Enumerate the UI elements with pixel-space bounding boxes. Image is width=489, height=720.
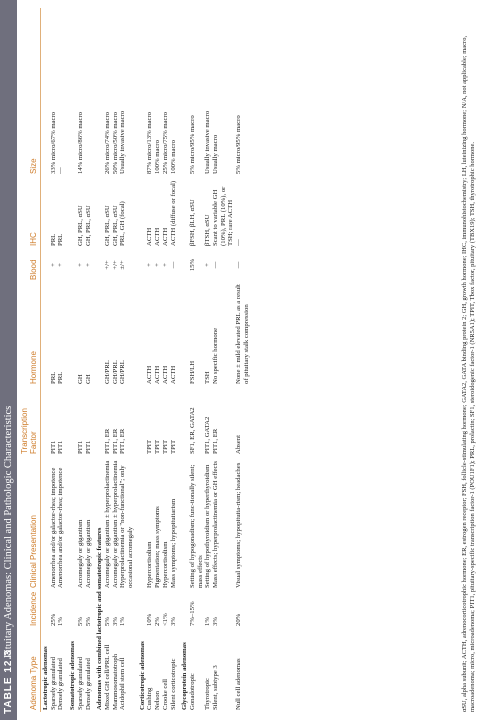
cell-hormone: GH/PRL — [111, 360, 119, 384]
group-header-row — [41, 8, 50, 712]
cell-ihc: βTSH, αSU — [204, 214, 212, 246]
cell-transcription-factor: PIT1 — [84, 440, 92, 454]
cell-presentation: Acromegaly or gigantism — [84, 519, 92, 588]
cell-blood: 15% — [188, 258, 196, 272]
cell-type: Acidophil stem cell — [119, 657, 127, 710]
cell-ihc: PRL — [49, 233, 57, 246]
cell-blood: + — [161, 263, 169, 267]
header-row — [19, 8, 41, 712]
table-row — [119, 8, 134, 712]
cell-hormone: None ± mild elevated PRL as a result of pituitary stalk compression — [235, 284, 250, 384]
cell-ihc: — — [235, 239, 243, 246]
cell-size: 33% micro/67% macro — [49, 111, 57, 174]
table-body — [41, 8, 251, 712]
cell-size: 100% macro — [169, 140, 177, 174]
cell-transcription-factor: PIT1 — [57, 440, 65, 454]
cell-type: Densely granulated — [57, 658, 65, 710]
cell-hormone: ACTH — [169, 365, 177, 384]
table-row — [146, 8, 154, 712]
cell-blood: + — [76, 263, 84, 267]
cell-ihc: GH, PRL, αSU — [84, 205, 92, 246]
header-blood: Blood — [19, 248, 41, 282]
cell-incidence: 1% — [204, 617, 212, 626]
cell-hormone: GH — [76, 374, 84, 384]
cell-type: Mixed GH cell/PRL cell — [103, 644, 111, 710]
cell-type: Crooke cell — [161, 678, 169, 710]
cell-size: 100% macro — [154, 140, 162, 174]
cell-blood: — — [212, 261, 220, 269]
table-row — [212, 8, 235, 712]
cell-incidence: 25% — [49, 613, 57, 626]
adenoma-table — [19, 8, 251, 712]
group-name: Somatotropic adenomas — [69, 641, 77, 710]
cell-transcription-factor: TPIT — [169, 439, 177, 454]
cell-ihc: ACTH — [161, 227, 169, 246]
cell-presentation: Amenorrhea and/or galactor-rhea; impotence — [57, 467, 65, 588]
cell-incidence: 20% — [235, 613, 243, 626]
group-name: Corticotropic adenomas — [138, 641, 146, 710]
table-title-bar — [0, 0, 17, 720]
table-row — [85, 8, 93, 712]
group-name: Lactotropic adenomas — [42, 646, 49, 710]
cell-hormone: ACTH — [154, 365, 162, 384]
cell-transcription-factor: PIT1, ER — [103, 428, 111, 454]
cell-transcription-factor: PIT1, ER — [119, 428, 127, 454]
cell-incidence: 5% — [76, 617, 84, 626]
cell-hormone: TSH — [204, 371, 212, 384]
group-name: Glycoprotein adenomas — [181, 642, 189, 710]
header-clinical-presentation: Clinical Presentation — [19, 456, 41, 590]
cell-incidence: 3% — [212, 617, 220, 626]
cell-presentation: Acromegaly or gigantism — [76, 519, 84, 588]
cell-size: Usually invasive macro — [119, 110, 127, 174]
cell-hormone: GH/PRL — [119, 360, 127, 384]
cell-size: 5% micro/95% macro — [235, 115, 243, 174]
table-number: TABLE 12.3 — [3, 649, 14, 714]
cell-hormone: PRL — [49, 371, 57, 384]
cell-type: Silent corticotropic — [169, 658, 177, 710]
cell-presentation: Acromegaly or gigantism ± hyperprolactinemia — [103, 460, 111, 588]
group-header-row — [180, 8, 189, 712]
cell-size — [85, 8, 93, 176]
cell-incidence: 10% — [146, 613, 154, 626]
cell-hormone: GH — [84, 374, 92, 384]
cell-size: — — [57, 167, 65, 174]
cell-incidence: 3% — [169, 617, 177, 626]
cell-ihc: βFSH, βLH, αSU — [188, 199, 196, 246]
cell-transcription-factor: PIT1, ER — [111, 428, 119, 454]
table-footnote: αSU, alpha subunit; ACTH, adrenocorticotrophic hormone; ER, estrogen receptor; FSH, follicle-stimulating hormone; GATA2, GATA binding protein 2; GH, growth hormone; IHC, immunohistochemistry; LH, luteinizing hormone; N/A, not applicable; macro, macroadenoma; micro, microadenoma; PIT1, pituitary-specific transcription factor-1 (POU1F1); PRL, prolactin; SF1, steroidogenic factor-1 (NR5A1); TPIT, Tbox factor, pituitary (TBX19); TSH, thyrotrophic hormone. — [461, 35, 476, 712]
cell-ihc: ACTH — [146, 227, 154, 246]
cell-presentation: Visual symptoms; hypopituita-rism; headaches — [235, 462, 243, 588]
table-row — [154, 8, 162, 712]
header-incidence: Incidence — [19, 590, 41, 628]
cell-size: 26% micro/74% macro — [103, 111, 111, 174]
cell-ihc: GH, PRL, αSU — [111, 205, 119, 246]
cell-blood: +/+ — [111, 260, 119, 270]
cell-presentation: Amenorrhea and/or galactor-rhea; impotence — [49, 467, 57, 588]
cell-transcription-factor: PIT1 — [49, 440, 57, 454]
cell-ihc: GH, PRL, αSU — [76, 205, 84, 246]
cell-ihc: ACTH — [154, 227, 162, 246]
cell-type: Nelson — [154, 691, 162, 710]
header-transcription-factor: Transcription Factor — [19, 386, 41, 456]
cell-size: Usually invasive macro — [204, 110, 212, 174]
group-header-row — [95, 8, 104, 712]
cell-transcription-factor: PIT1, ER — [212, 428, 220, 454]
group-header-row — [68, 8, 77, 712]
table-row — [189, 8, 204, 712]
cell-ihc: PRL — [57, 233, 65, 246]
header-adenoma-type: Adenoma Type — [19, 628, 41, 712]
table-title: Pituitary Adenomas: Clinical and Pathologic Characteristics — [3, 405, 14, 658]
cell-presentation: Hypercortisolism — [146, 541, 154, 588]
cell-blood: — — [235, 261, 243, 269]
cell-blood: ±/+ — [119, 260, 127, 270]
cell-incidence: 5% — [84, 617, 92, 626]
cell-size: 14% micro/86% macro — [76, 111, 84, 174]
cell-hormone: No specific hormone — [212, 327, 220, 384]
cell-presentation: Mass symptoms; hypopituitarism — [169, 498, 177, 588]
header-hormone: Hormone — [19, 282, 41, 386]
cell-transcription-factor: TPIT — [146, 439, 154, 454]
table-row — [170, 8, 178, 712]
cell-hormone: GH/PRL — [103, 360, 111, 384]
cell-hormone: PRL — [57, 371, 65, 384]
cell-presentation: Setting of hypogonadism; func-tionally silent; mass effects — [188, 464, 204, 588]
table-row — [112, 8, 120, 712]
cell-type: Gonadotropic — [188, 673, 196, 710]
cell-presentation: Acromegaly or gigantism ± hyperprolactinemia — [111, 460, 119, 588]
cell-blood: + — [57, 263, 65, 267]
cell-blood: + — [154, 263, 162, 267]
cell-type: Sparsely granulated — [49, 657, 57, 710]
table-row — [235, 8, 250, 712]
cell-transcription-factor: SF1, ER, GATA2 — [188, 407, 196, 454]
cell-size: 5% micro/95% macro — [188, 115, 196, 174]
cell-type: Silent, subtype 3 — [212, 665, 220, 710]
cell-blood: + — [204, 263, 212, 267]
cell-transcription-factor: Absent — [235, 435, 243, 454]
cell-ihc: ACTH (diffuse or focal) — [169, 180, 177, 246]
cell-ihc: Scant to variable GH (10%), PRL (10%), or TSH; rare ACTH — [212, 186, 235, 246]
cell-hormone: FSH/LH — [188, 360, 196, 384]
cell-incidence: 1% — [57, 617, 65, 626]
header-ihc: IHC — [19, 176, 41, 248]
cell-presentation: Pigmentation; mass symptoms — [154, 506, 162, 588]
table-row — [77, 8, 85, 712]
header-size: Size — [19, 8, 41, 176]
cell-blood: +/+ — [103, 260, 111, 270]
cell-blood: + — [146, 263, 154, 267]
cell-incidence: 3% — [111, 617, 119, 626]
cell-ihc: PRL, GH (focal) — [119, 201, 127, 246]
cell-incidence: 5% — [103, 617, 111, 626]
cell-incidence: <1% — [161, 613, 169, 626]
cell-size: 50% micro/50% macro — [111, 111, 119, 174]
cell-size: Usually macro — [212, 134, 220, 174]
cell-type: Thyrotropic — [204, 678, 212, 710]
table-row — [104, 8, 112, 712]
cell-size: 87% micro/13% macro — [146, 111, 154, 174]
cell-type: Cushing — [146, 687, 154, 710]
cell-type: Null cell adenomas — [235, 658, 243, 710]
table-row — [204, 8, 212, 712]
cell-hormone: ACTH — [146, 365, 154, 384]
table-row — [57, 8, 65, 712]
cell-presentation: Hyperprolactinemia or "non-functional"; only occasional acromegaly — [119, 465, 135, 588]
cell-blood: + — [84, 263, 92, 267]
cell-incidence: 1% — [119, 617, 127, 626]
cell-blood: — — [169, 261, 177, 269]
cell-transcription-factor: TPIT — [161, 439, 169, 454]
cell-incidence: 7%–15% — [188, 601, 196, 626]
group-header-row — [138, 8, 147, 712]
cell-type: Sparsely granulated — [76, 657, 84, 710]
cell-hormone: ACTH — [161, 365, 169, 384]
cell-incidence: 2% — [154, 617, 162, 626]
table-row — [162, 8, 170, 712]
cell-blood: + — [49, 263, 57, 267]
cell-presentation: Hypercortisolism — [161, 541, 169, 588]
cell-type: Mammosomatotroph — [111, 653, 119, 710]
cell-transcription-factor: PIT1 — [76, 440, 84, 454]
cell-presentation: Setting of hypothyroidism or hyperthyroidism — [204, 464, 212, 588]
cell-type: Densely granulated — [84, 658, 92, 710]
cell-transcription-factor: TPIT — [154, 439, 162, 454]
cell-transcription-factor: PIT1, GATA2 — [204, 416, 212, 454]
cell-size: 25% micro/75% macro — [161, 111, 169, 174]
cell-ihc: GH, PRL, αSU — [103, 205, 111, 246]
table-row — [50, 8, 58, 712]
group-name: Adenomas with combined lactotropic and somatotropic features — [96, 527, 104, 710]
cell-presentation: Mass effects; hyperprolactinemia or GH effects — [212, 461, 220, 588]
